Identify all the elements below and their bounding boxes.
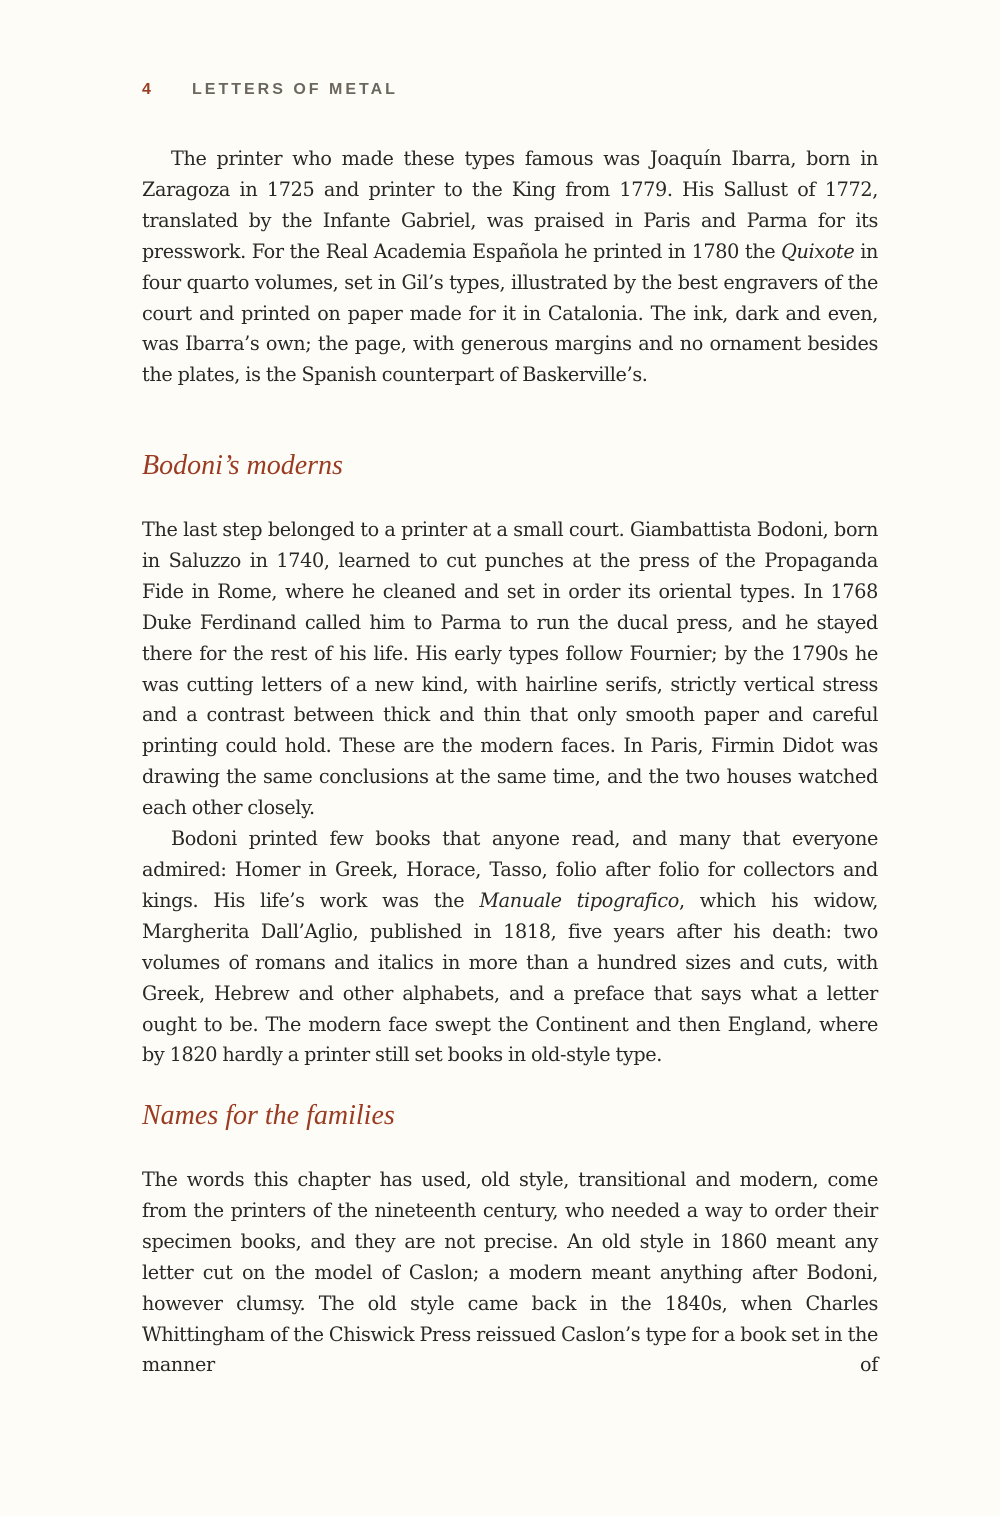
paragraph-families: The words this chapter has used, old style, transitional and modern, come from the printers of the nineteenth century, who needed a way to order their specimen books, and they are not precise. An old style in 1860 meant any letter cut on the model of Caslon; a modern meant anything after Bodoni, however clumsy. The old style came back in the 1840s, when Charles Whittingham of the Chiswick Press reissued Caslon’s type for a book set in the manner of	[142, 1168, 878, 1377]
opening-section	[142, 144, 878, 391]
paragraph-ibarra: The printer who made these types famous was Joaquín Ibarra, born in Zaragoza in 1725 and printer to the King from 1779. His Sallust of 1772, translated by the Infante Gabriel, was praised in Paris and Parma for its presswork. For the Real Academia Española he printed in 1780 the Quixote in four quarto volumes, set in Gil’s types, illustrated by the best engravers of the court and printed on paper made for it in Catalonia. The ink, dark and even, was Ibarra’s own; the page, with generous margins and no ornament besides the plates, is the Spanish counterpart of Baskerville’s.	[142, 147, 878, 387]
italic-title-quixote: Quixote	[781, 239, 855, 263]
paragraph-bodoni-career: The last step belonged to a printer at a small court. Giambattista Bodoni, born in Saluzzo in 1740, learned to cut punches at the press of the Propaganda Fide in Rome, where he cleaned and set in order its oriental types. In 1768 Duke Ferdinand called him to Parma to run the ducal press, and he stayed there for the rest of his life. His early types follow Fournier; by the 1790s he was cutting letters of a new kind, with hairline serifs, strictly vertical stress and a contrast between thick and thin that only smooth paper and careful printing could hold. These are the modern faces. In Paris, Firmin Didot was drawing the same conclusions at the same time, and the two houses watched each other closely.	[142, 518, 878, 820]
italic-title-manuale: Manuale tipografico	[479, 888, 679, 912]
section-heading-bodoni: Bodoni’s moderns	[142, 450, 343, 481]
paragraph-bodoni-manuale: Bodoni printed few books that anyone read, and many that everyone admired: Homer in Greek, Horace, Tasso, folio after folio for collectors and kings. His life’s work was the Manuale tipografico, which his widow, Margherita Dall’Aglio, published in 1818, five years after his death: two volumes of romans and italics in more than a hundred sizes and cuts, with Greek, Hebrew and other alphabets, and a preface that says what a letter ought to be. The modern face swept the Continent and then England, where by 1820 hardly a printer still set books in old-style type.	[142, 827, 878, 1067]
running-head-chapter-title: LETTERS OF METAL	[192, 81, 398, 98]
bodoni-section	[142, 515, 878, 1071]
page-number: 4	[142, 81, 154, 98]
families-section	[142, 1165, 878, 1381]
running-head	[142, 79, 398, 101]
section-heading-families: Names for the families	[142, 1100, 395, 1131]
